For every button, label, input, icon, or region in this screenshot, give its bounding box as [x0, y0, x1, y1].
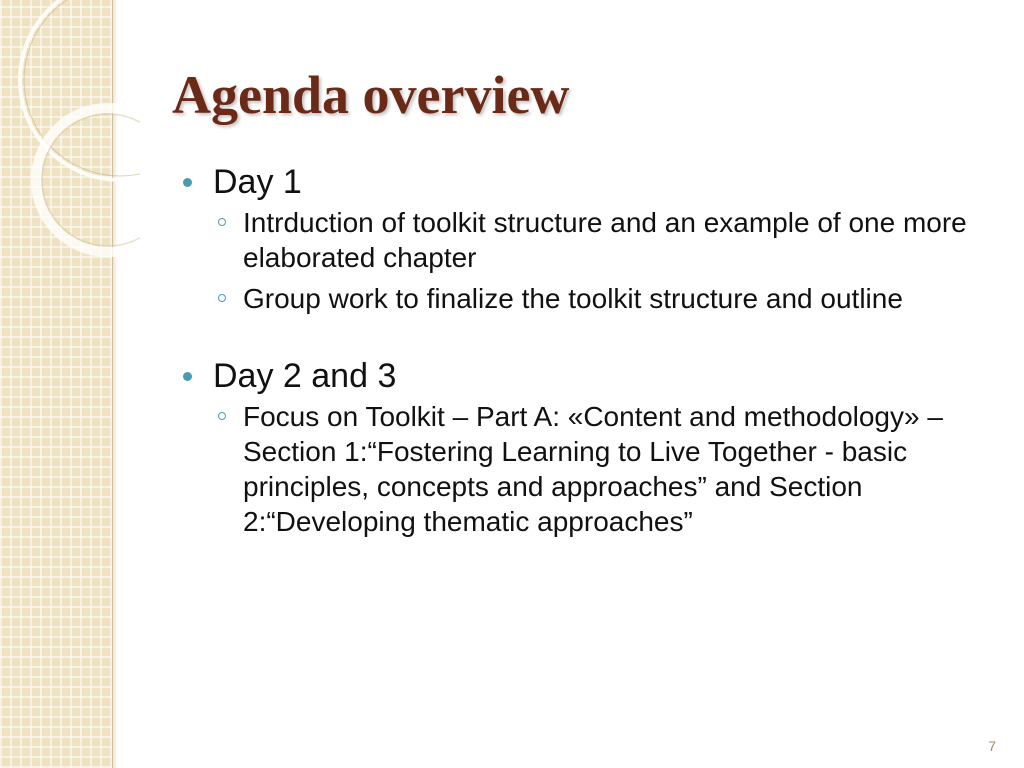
agenda-item [180, 399, 995, 539]
bullet-dot-icon [183, 372, 192, 381]
agenda-item-text: Group work to finalize the toolkit structure and outline [243, 282, 903, 314]
section-spacer [180, 322, 995, 356]
agenda-day-label: Day 1 [213, 163, 302, 201]
bullet-dot-icon [183, 178, 192, 187]
agenda-day-label: Day 2 and 3 [213, 356, 397, 395]
agenda-day-1 [180, 162, 995, 203]
slide-title: Agenda overview [172, 65, 570, 125]
agenda-list [180, 162, 995, 545]
agenda-item-text: Intrduction of toolkit structure and an example of one more elaborated chapter [243, 206, 967, 273]
decorative-circles-graphic [0, 0, 140, 260]
agenda-item [180, 281, 995, 316]
bullet-ring-icon [218, 218, 226, 226]
page-number: 7 [988, 738, 996, 754]
agenda-item-text: Focus on Toolkit – Part A: «Content and methodology» – Section 1:“Fostering Learning to Live Together - basic principles, concepts and approaches” and Section 2:“Developing thematic approaches” [243, 400, 943, 537]
agenda-item [180, 205, 995, 275]
bullet-ring-icon [218, 294, 226, 302]
bullet-ring-icon [218, 412, 226, 420]
agenda-day-2-3 [180, 356, 995, 397]
